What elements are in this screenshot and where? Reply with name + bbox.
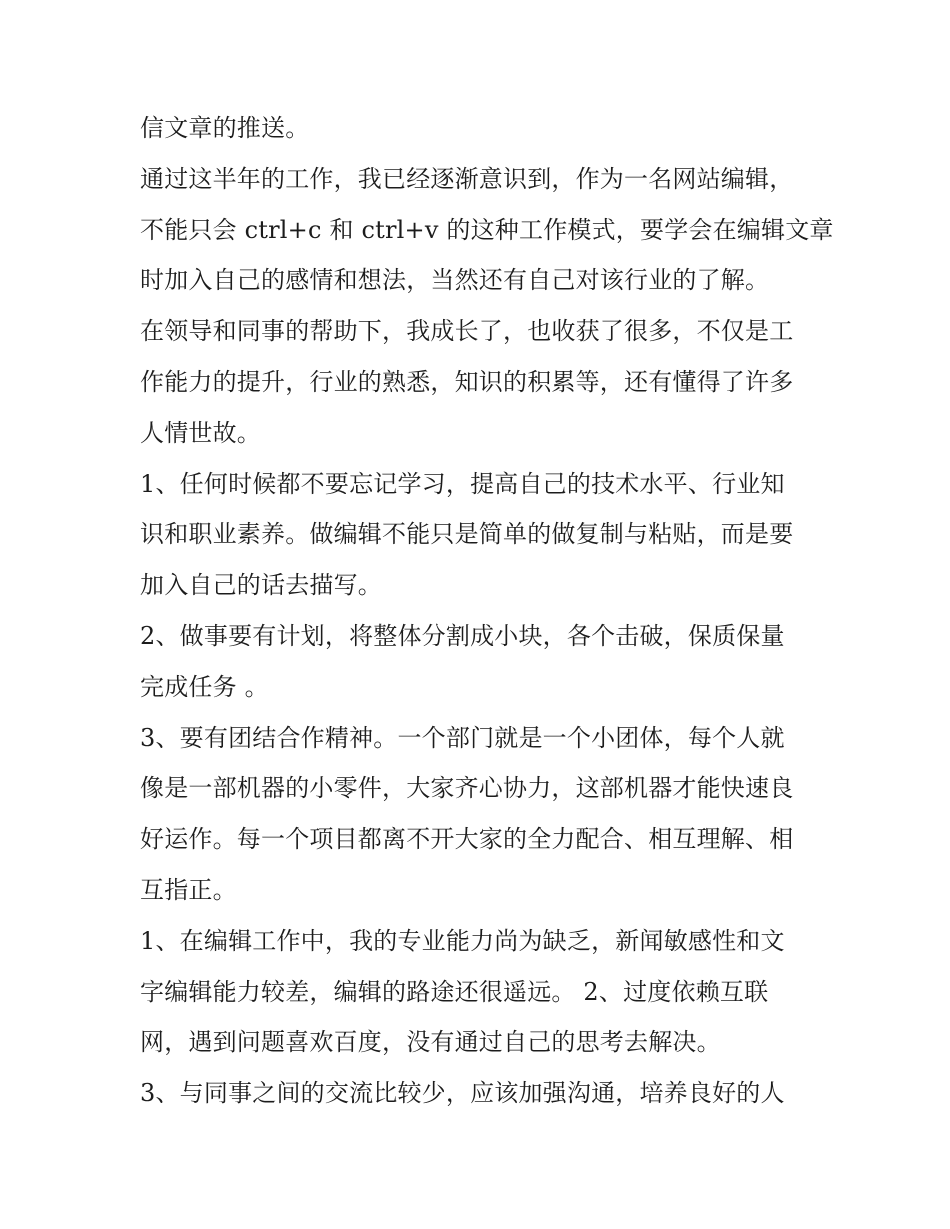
text-line: 人情世故。 xyxy=(140,418,261,447)
text-line: 互指正。 xyxy=(140,875,237,904)
text-line: 1、任何时候都不要忘记学习，提高自己的技术水平、行业知 xyxy=(140,469,785,498)
text-line: 完成任务 。 xyxy=(140,672,269,701)
text-line: 识和职业素养。做编辑不能只是简单的做复制与粘贴，而是要 xyxy=(140,520,794,549)
text-line: 3、要有团结合作精神。一个部门就是一个小团体，每个人就 xyxy=(140,723,785,752)
text-line: 通过这半年的工作，我已经逐渐意识到，作为一名网站编辑， xyxy=(140,164,794,193)
text-line: 3、与同事之间的交流比较少，应该加强沟通，培养良好的人 xyxy=(140,1079,785,1108)
text-line: 2、做事要有计划，将整体分割成小块，各个击破，保质保量 xyxy=(140,621,785,650)
text-line: 信文章的推送。 xyxy=(140,114,310,142)
text-line: 字编辑能力较差，编辑的路途还很遥远。 2、过度依赖互联 xyxy=(140,977,769,1006)
text-line: 加入自己的话去描写。 xyxy=(140,571,382,600)
text-line: 1、在编辑工作中，我的专业能力尚为缺乏，新闻敏感性和文 xyxy=(140,926,785,955)
text-line: 不能只会 ctrl+c 和 ctrl+v 的这种工作模式，要学会在编辑文章 xyxy=(140,215,834,244)
text-line: 作能力的提升，行业的熟悉，知识的积累等，还有懂得了许多 xyxy=(140,367,794,396)
text-line: 好运作。每一个项目都离不开大家的全力配合、相互理解、相 xyxy=(140,825,794,854)
document-body xyxy=(140,103,834,1119)
text-line: 像是一部机器的小零件，大家齐心协力，这部机器才能快速良 xyxy=(140,774,794,803)
text-line: 时加入自己的感情和想法，当然还有自己对该行业的了解。 xyxy=(140,266,770,295)
text-line: 在领导和同事的帮助下，我成长了，也收获了很多，不仅是工 xyxy=(140,317,794,346)
text-line: 网，遇到问题喜欢百度，没有通过自己的思考去解决。 xyxy=(140,1028,721,1057)
